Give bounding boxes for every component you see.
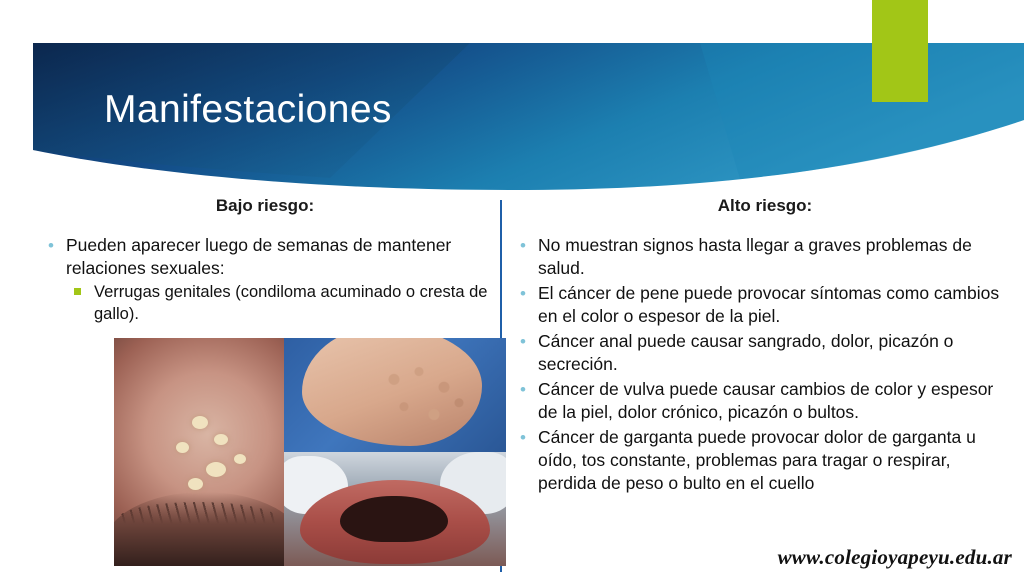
content-columns [0,196,1024,576]
bullet-dot-icon: • [520,428,526,447]
list-item-text: El cáncer de pene puede provocar síntomas como cambios en el color o espesor de la piel. [538,283,1000,326]
bullet-dot-icon: • [520,236,526,255]
list-item [512,378,1012,424]
eye-lesions-photo [114,338,284,566]
page-title: Manifestaciones [104,88,392,131]
left-column [40,196,490,327]
image-collage [114,338,506,566]
list-item-text: Cáncer anal puede causar sangrado, dolor, picazón o secreción. [538,331,954,374]
left-column-heading: Bajo riesgo: [215,196,315,215]
sub-list-item-text: Verrugas genitales (condiloma acuminado o cresta de gallo). [94,283,488,323]
bullet-dot-icon: • [520,332,526,351]
right-column-heading: Alto riesgo: [717,196,813,215]
list-item [512,282,1012,328]
site-watermark: www.colegioyapeyu.edu.ar [777,545,1012,569]
slide-header [0,0,1024,190]
list-item-text: Cáncer de garganta puede provocar dolor de garganta u oído, tos constante, problemas para tragar o respirar, perdida de peso o bulto en el cuello [538,427,976,493]
mouth-lesions-photo [284,452,506,566]
left-bullet-list [40,234,490,325]
list-item-text: No muestran signos hasta llegar a graves problemas de salud. [538,235,972,278]
bullet-dot-icon: • [520,284,526,303]
green-accent-tab [872,0,928,102]
bullet-square-icon [74,288,81,295]
right-column [512,196,1012,497]
bullet-dot-icon: • [520,380,526,399]
right-photo-stack [284,338,506,566]
right-bullet-list [512,234,1012,495]
bullet-dot-icon: • [48,236,54,255]
list-item-text: Cáncer de vulva puede causar cambios de color y espesor de la piel, dolor crónico, picazón o bultos. [538,379,994,422]
hand-warts-photo [284,338,506,452]
list-item [40,234,490,325]
list-item [512,234,1012,280]
list-item [512,330,1012,376]
list-item-text: Pueden aparecer luego de semanas de mantener relaciones sexuales: [66,235,452,278]
sub-list-item [66,281,490,325]
list-item [512,426,1012,495]
left-sub-bullet-list [66,281,490,325]
